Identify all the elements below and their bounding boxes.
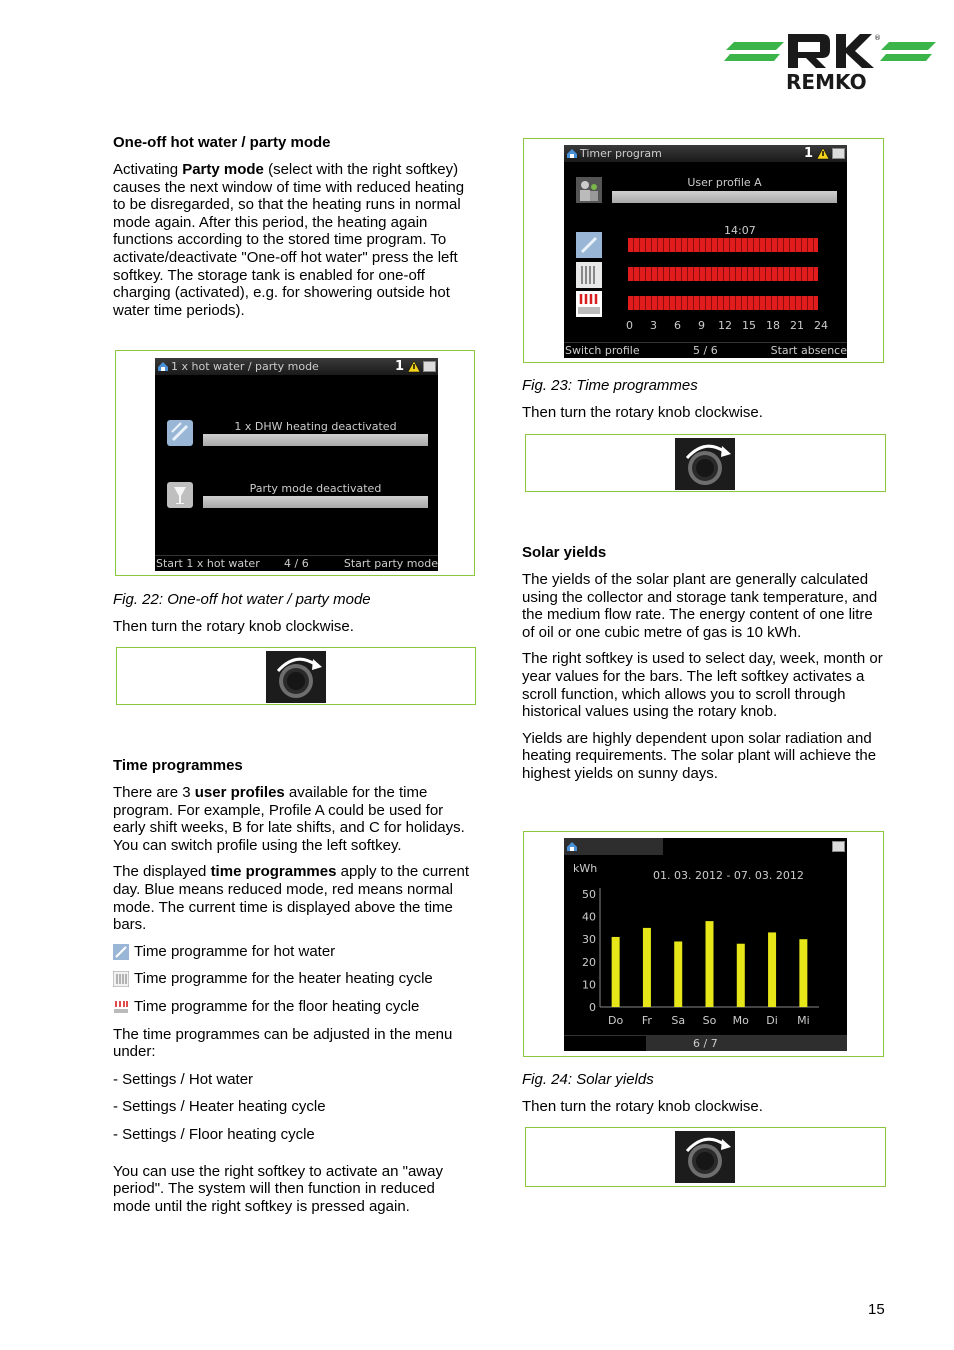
party-section (113, 134, 478, 319)
profile-label: User profile A (687, 176, 762, 189)
screen-title: 1 x hot water / party mode (171, 360, 319, 373)
page-indicator: 6 / 7 (693, 1037, 718, 1050)
x-tick-label: So (702, 1014, 717, 1027)
chart-title: 01. 03. 2012 - 07. 03. 2012 (653, 869, 804, 882)
profile-badge: 1 (394, 359, 404, 374)
floor-heating-icon (113, 999, 129, 1015)
message-icon (832, 841, 845, 852)
hot-water-icon (576, 232, 602, 258)
x-tick-label: Mo (732, 1014, 749, 1027)
time-axis (620, 317, 830, 331)
menu-floor: - Settings / Floor heating cycle (113, 1125, 315, 1143)
radiator-icon (576, 262, 602, 288)
figure-24-frame (523, 831, 884, 1057)
solar-yields-screen (564, 838, 847, 1051)
party-after-text: Then turn the rotary knob clockwise. (113, 618, 354, 635)
x-tick-label: Di (766, 1014, 778, 1027)
solar-paragraph-2: The right softkey is used to select day, week, month or year values for the bars. The left softkey activates a scroll function, which allows you to scroll through historical values using the rotary knob. (522, 650, 883, 721)
screen-header (564, 145, 847, 162)
message-icon (423, 361, 436, 372)
knob-frame-3 (525, 1127, 886, 1187)
x-tick-label: Mi (797, 1014, 810, 1027)
page-indicator: 4 / 6 (284, 557, 309, 570)
menu-heater: - Settings / Heater heating cycle (113, 1098, 326, 1116)
x-tick-label: Do (608, 1014, 624, 1027)
figure-24-caption: Fig. 24: Solar yields (522, 1071, 654, 1088)
solar-yield-chart (564, 855, 847, 1035)
softkey-right[interactable]: Start party mode (343, 557, 438, 570)
brand-name: REMKO (786, 70, 867, 94)
remko-logo (724, 28, 936, 94)
y-tick-label: 30 (582, 933, 596, 947)
y-tick-label: 10 (582, 978, 596, 992)
tick-15: 15 (742, 319, 756, 332)
y-tick-label: 40 (582, 910, 596, 924)
message-icon (832, 148, 845, 159)
time-paragraph-3: The time programmes can be adjusted in the menu under: (113, 1025, 453, 1061)
party-status-bar (203, 496, 428, 508)
tick-21: 21 (790, 319, 804, 332)
hot-water-icon (167, 420, 193, 446)
profile-badge: 1 (803, 146, 813, 161)
solar-after-text: Then turn the rotary knob clockwise. (522, 1098, 763, 1115)
menu-hot-water: - Settings / Hot water (113, 1070, 254, 1088)
bar-mo (737, 944, 745, 1007)
solar-section (522, 544, 886, 783)
legend-hot-water: Time programme for hot water (113, 943, 478, 961)
tick-0: 0 (626, 319, 633, 332)
heater-time-bar (628, 267, 818, 281)
tick-24: 24 (814, 319, 828, 332)
current-time: 14:07 (724, 224, 756, 237)
x-tick-label: Fr (641, 1014, 652, 1027)
registered-mark: ® (874, 34, 881, 42)
x-tick-label: Sa (671, 1014, 686, 1027)
legend-heater: Time programme for the heater heating cycle (113, 970, 478, 988)
screen-footer (564, 342, 847, 358)
page-indicator: 5 / 6 (693, 344, 718, 357)
tick-3: 3 (650, 319, 657, 332)
tick-12: 12 (718, 319, 732, 332)
hot-water-time-bar (628, 238, 818, 252)
timer-after-text: Then turn the rotary knob clockwise. (522, 404, 763, 421)
figure-22-caption: Fig. 22: One-off hot water / party mode (113, 591, 371, 608)
time-section (113, 757, 478, 1215)
hot-water-icon (113, 944, 129, 960)
knob-frame-1 (116, 647, 476, 705)
floor-time-bar (628, 296, 818, 310)
tick-18: 18 (766, 319, 780, 332)
home-icon (566, 148, 578, 159)
figure-23-frame (523, 138, 884, 363)
warning-icon (407, 360, 421, 373)
dhw-status-bar (203, 434, 428, 446)
radiator-icon (113, 971, 129, 987)
softkey-left[interactable]: Switch profile (565, 344, 640, 357)
dhw-status-label: 1 x DHW heating deactivated (234, 420, 397, 433)
page-number: 15 (868, 1301, 885, 1318)
y-tick-label: 50 (582, 888, 596, 901)
solar-paragraph-3: Yields are highly dependent upon solar radiation and heating requirements. The solar plant will achieve the highest yields on sunny days. (522, 729, 877, 782)
screen-footer (564, 1035, 847, 1051)
time-paragraph-1: There are 3 user profiles available for the time program. For example, Profile A could be used for early shift weeks, B for late shifts, and C for holidays. You can switch profile using the left softkey. (113, 784, 465, 854)
bar-di (768, 932, 776, 1007)
rotary-knob-clockwise-icon (675, 1131, 735, 1183)
softkey-left[interactable]: Start 1 x hot water (156, 557, 260, 570)
bar-do (612, 937, 620, 1007)
bar-fr (643, 928, 651, 1007)
tick-9: 9 (698, 319, 705, 332)
rotary-knob-clockwise-icon (675, 438, 735, 490)
figure-22-frame (115, 350, 475, 576)
figure-23-caption: Fig. 23: Time programmes (522, 377, 698, 394)
party-status-label: Party mode deactivated (249, 482, 382, 495)
screen-title: Timer program (580, 147, 662, 160)
party-paragraph: Activating Party mode (select with the right softkey) causes the next window of time with reduced heating to be disregarded, so that the heating runs in normal mode again. After this period, the heating again functions according to the stored time program. To activate/deactivate "One-off hot water" press the left softkey. The storage tank is enabled for one-off charging (activated), e.g. for showering outside hot water time periods). (113, 161, 465, 319)
home-icon (566, 841, 578, 852)
time-paragraph-4: You can use the right softkey to activate an "away period". The system will then function in reduced mode until the right softkey is pressed again. (113, 1162, 443, 1215)
softkey-right[interactable]: Start absence (770, 344, 847, 357)
y-tick-label: 20 (582, 955, 596, 969)
bar-mi (799, 939, 807, 1007)
screen-header (564, 838, 847, 855)
rotary-knob-clockwise-icon (266, 651, 326, 703)
knob-frame-2 (525, 434, 886, 492)
tick-6: 6 (674, 319, 681, 332)
bar-sa (674, 941, 682, 1007)
y-axis-label: kWh (573, 862, 598, 875)
screen-footer (155, 555, 438, 571)
bar-so (706, 921, 714, 1007)
profile-bar (612, 191, 837, 203)
solar-heading: Solar yields (522, 544, 607, 561)
user-profile-icon (576, 177, 602, 203)
time-paragraph-2: The displayed time programmes apply to the current day. Blue means reduced mode, red means normal mode. The current time is displayed above the time bars. (113, 863, 470, 934)
party-mode-screen (155, 358, 438, 571)
floor-heating-icon (576, 291, 602, 317)
screen-header (155, 358, 438, 375)
home-icon (157, 361, 169, 372)
party-glass-icon (167, 482, 193, 508)
solar-paragraph-1: The yields of the solar plant are generally calculated using the collector and storage tank temperature, and the medium flow rate. The energy content of one litre of oil or one cubic metre of gas is 10 kWh. (522, 571, 878, 641)
legend-floor: Time programme for the floor heating cycle (113, 998, 478, 1016)
warning-icon (816, 147, 830, 160)
party-heading: One-off hot water / party mode (113, 134, 331, 151)
time-heading: Time programmes (113, 757, 243, 774)
timer-program-screen (564, 145, 847, 358)
y-tick-label: 0 (589, 1001, 596, 1014)
